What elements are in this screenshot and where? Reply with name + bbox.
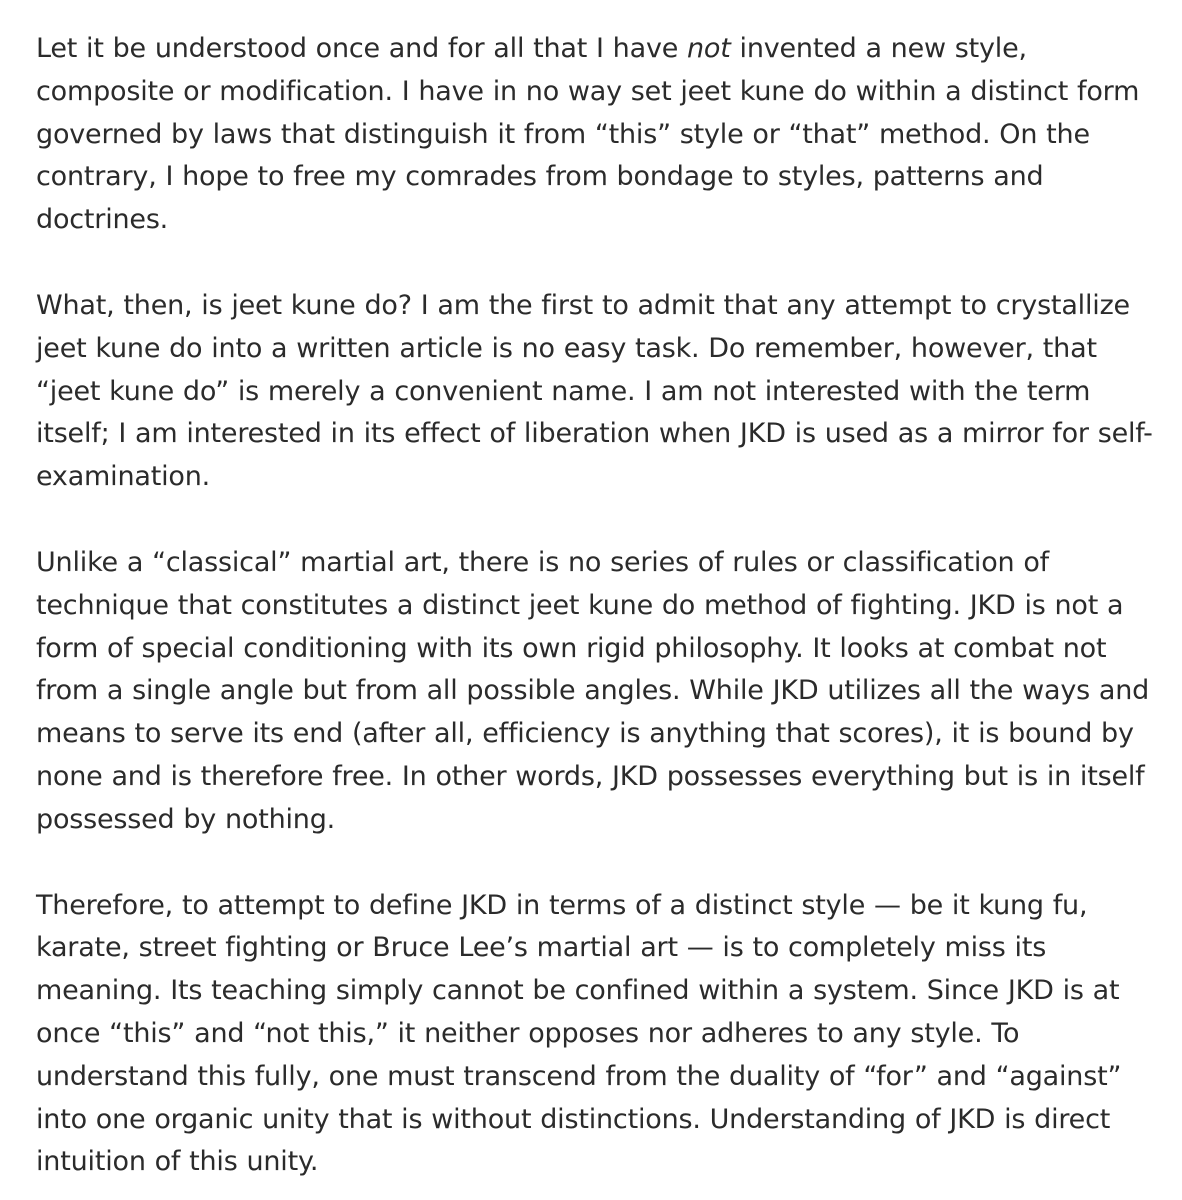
paragraph-1-text-end: invented a new style, composite or modification. I have in no way set jeet kune do within a distinct form governed by laws that distinguish it from “this” style or “that” method. On the contrary, I hope to free my comrades from bondage to styles, patterns and doctrines. [36,33,1140,236]
paragraph-1 [36,28,1156,242]
article-body [36,28,1156,1184]
paragraph-4: Therefore, to attempt to define JKD in terms of a distinct style — be it kung fu, karate, street fighting or Bruce Lee’s martial art — is to completely miss its meaning. Its teaching simply cannot be confined within a system. Since JKD is at once “this” and “not this,” it neither opposes nor adheres to any style. To understand this fully, one must transcend from the duality of “for” and “against” into one organic unity that is without distinctions. Understanding of JKD is direct intuition of this unity. [36,889,1122,1178]
paragraph-3: Unlike a “classical” martial art, there is no series of rules or classification of technique that constitutes a distinct jeet kune do method of fighting. JKD is not a form of special conditioning with its own rigid philosophy. It looks at combat not from a single angle but from all possible angles. While JKD utilizes all the ways and means to serve its end (after all, efficiency is anything that scores), it is bound by none and is therefore free. In other words, JKD possesses everything but is in itself possessed by nothing. [36,546,1150,835]
paragraph-2: What, then, is jeet kune do? I am the first to admit that any attempt to crystallize jeet kune do into a written article is no easy task. Do remember, however, that “jeet kune do” is merely a convenient name. I am not interested with the term itself; I am interested in its effect of liberation when JKD is used as a mirror for self-examination. [36,289,1153,493]
paragraph-1-text-start: Let it be understood once and for all that I have [36,33,688,64]
emphasis-not: not [687,33,731,64]
